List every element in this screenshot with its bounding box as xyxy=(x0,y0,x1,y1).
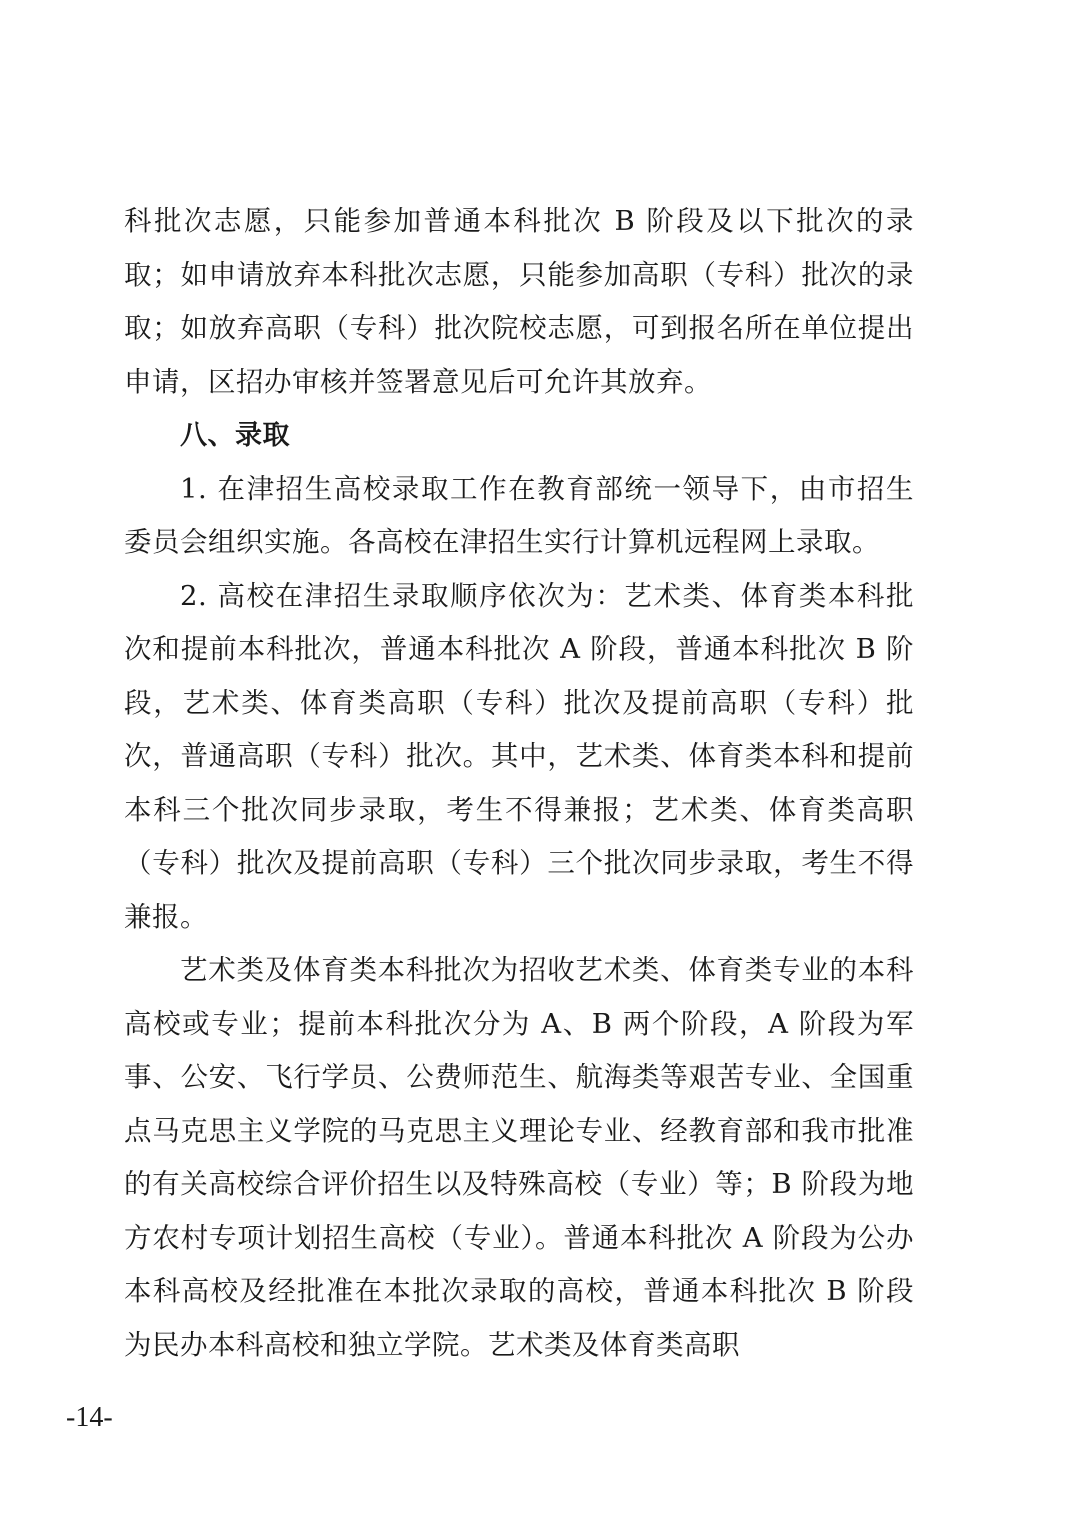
paragraph-batch-description: 艺术类及体育类本科批次为招收艺术类、体育类专业的本科高校或专业；提前本科批次分为 A、B 两个阶段，A 阶段为军事、公安、飞行学员、公费师范生、航海类等艰苦专业、全国重点马克思主义学院的马克思主义理论专业、经教育部和我市批准的有关高校综合评价招生以及特殊高校（专业）等；B 阶段为地方农村专项计划招生高校（专业）。普通本科批次 A 阶段为公办本科高校及经批准在本批次录取的高校，普通本科批次 B 阶段为民办本科高校和独立学院。艺术类及体育类高职 xyxy=(124,954,914,1361)
paragraph-item-1: 1. 在津招生高校录取工作在教育部统一领导下，由市招生委员会组织实施。各高校在津招生实行计算机远程网上录取。 xyxy=(124,472,914,558)
document-body xyxy=(124,195,914,1372)
paragraph-continuation: 科批次志愿，只能参加普通本科批次 B 阶段及以下批次的录取；如申请放弃本科批次志愿，只能参加高职（专科）批次的录取；如放弃高职（专科）批次院校志愿，可到报名所在单位提出申请，区招办审核并签署意见后可允许其放弃。 xyxy=(124,205,914,398)
paragraph-item-2: 2. 高校在津招生录取顺序依次为：艺术类、体育类本科批次和提前本科批次，普通本科批次 A 阶段，普通本科批次 B 阶段，艺术类、体育类高职（专科）批次及提前高职（专科）批次，普通高职（专科）批次。其中，艺术类、体育类本科和提前本科三个批次同步录取，考生不得兼报；艺术类、体育类高职（专科）批次及提前高职（专科）三个批次同步录取，考生不得兼报。 xyxy=(124,579,914,933)
section-heading-admission: 八、录取 xyxy=(180,420,290,451)
page-number: -14- xyxy=(66,1402,113,1433)
